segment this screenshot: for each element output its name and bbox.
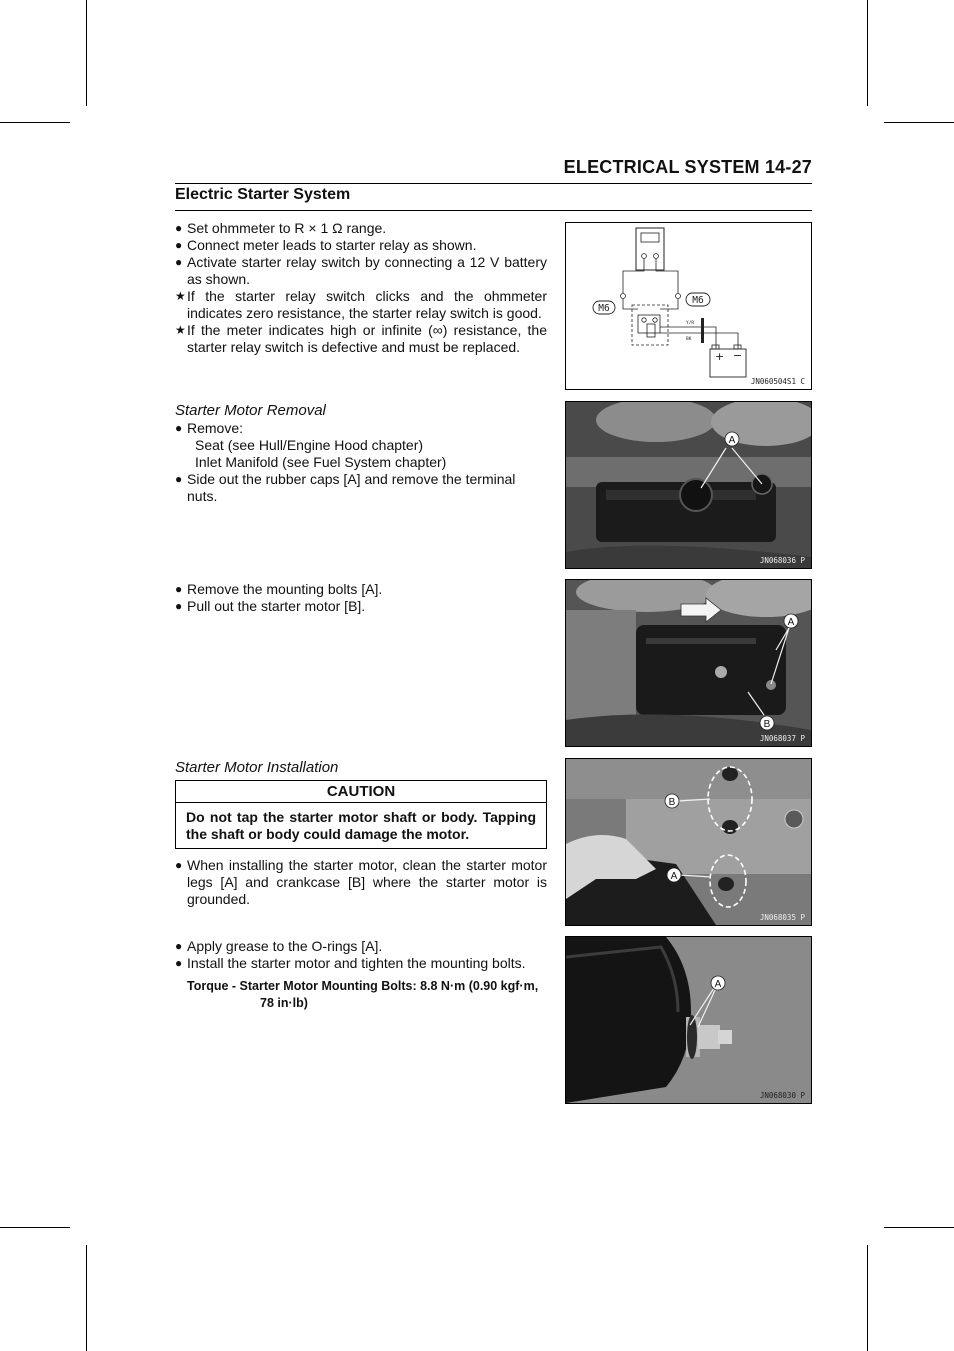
figure-code: JN068035 P	[759, 913, 805, 922]
step-text: Activate starter relay switch by connecting a 12 V battery as shown.	[187, 254, 547, 287]
bolt-size-label: M6	[598, 303, 610, 314]
step-text: Connect meter leads to starter relay as shown.	[187, 237, 477, 253]
callout-label: A	[787, 617, 795, 628]
crop-mark	[884, 122, 954, 123]
list-item	[175, 471, 547, 505]
bullet-marker: ●	[175, 472, 183, 486]
crop-mark	[0, 1227, 70, 1228]
bullet-marker: ●	[175, 939, 183, 953]
bolt-size-label: M6	[692, 295, 704, 306]
figure-code: JN068036 P	[759, 556, 805, 565]
list-item	[175, 288, 547, 322]
star-marker: ★	[175, 289, 186, 303]
torque-spec	[175, 978, 547, 1012]
list-item	[175, 420, 547, 437]
step-text: If the meter indicates high or infinite (∞) resistance, the starter relay switch is defective and must be replaced.	[187, 322, 547, 355]
wire-color-label: Y/R	[686, 321, 695, 326]
wiring-diagram-svg	[566, 223, 811, 389]
bullet-marker: ●	[175, 221, 183, 235]
bullet-marker: ●	[175, 582, 183, 596]
section-title: Electric Starter System	[175, 186, 351, 203]
bullet-marker: ●	[175, 421, 183, 435]
figure-code: JN060504S1 C	[750, 377, 805, 386]
callout-label: A	[714, 979, 722, 990]
bullet-marker: ●	[175, 956, 183, 970]
removal-steps	[175, 402, 547, 505]
torque-line: Torque - Starter Motor Mounting Bolts: 8.8 N·m (0.90 kgf·m,	[187, 979, 539, 993]
torque-line: 78 in·lb)	[260, 996, 308, 1010]
photo-crankcase-legs	[565, 758, 812, 926]
battery-plus: +	[715, 350, 725, 363]
crop-mark	[867, 0, 868, 106]
installation-heading: Starter Motor Installation	[175, 759, 339, 776]
caution-box	[175, 780, 547, 849]
list-item	[175, 938, 547, 955]
list-item	[175, 598, 547, 615]
step-text: Apply grease to the O-rings [A].	[187, 938, 383, 954]
installation-steps	[175, 759, 547, 908]
bullet-marker: ●	[175, 599, 183, 613]
step-text: If the starter relay switch clicks and the ohmmeter indicates zero resistance, the starter relay switch is good.	[187, 288, 547, 321]
step-text: When installing the starter motor, clean the starter motor legs [A] and crankcase [B] where the starter motor is grounded.	[187, 857, 547, 907]
crop-mark	[86, 1245, 87, 1351]
list-item	[175, 254, 547, 288]
figure-code: JN068037 P	[759, 734, 805, 743]
header-rule	[175, 183, 812, 184]
removal-steps-2	[175, 581, 547, 615]
battery-minus: −	[733, 349, 743, 362]
list-item	[175, 857, 547, 908]
callout-label: A	[670, 871, 678, 882]
removal-heading: Starter Motor Removal	[175, 402, 326, 419]
bullet-marker: ●	[175, 238, 183, 252]
sub-item: Inlet Manifold (see Fuel System chapter)	[195, 454, 447, 470]
callout-label: B	[763, 719, 771, 730]
callout-label: A	[728, 435, 736, 446]
star-marker: ★	[175, 323, 186, 337]
photo-svg	[566, 402, 811, 568]
photo-svg	[566, 937, 811, 1103]
callout-label: B	[668, 797, 676, 808]
sub-item: Seat (see Hull/Engine Hood chapter)	[195, 437, 424, 453]
crop-mark	[0, 122, 70, 123]
caution-text: Do not tap the starter motor shaft or body. Tapping the shaft or body could damage the motor.	[186, 809, 536, 842]
photo-mounting-bolts	[565, 579, 812, 747]
step-text: Pull out the starter motor [B].	[187, 598, 366, 614]
caution-title: CAUTION	[176, 781, 546, 803]
photo-rubber-caps	[565, 401, 812, 569]
crop-mark	[884, 1227, 954, 1228]
photo-svg	[566, 759, 811, 925]
page-header-title: ELECTRICAL SYSTEM 14-27	[563, 157, 812, 177]
photo-o-rings	[565, 936, 812, 1104]
bullet-marker: ●	[175, 255, 183, 269]
step-text: Install the starter motor and tighten the mounting bolts.	[187, 955, 526, 971]
list-item	[175, 581, 547, 598]
crop-mark	[86, 0, 87, 106]
installation-steps-2	[175, 938, 547, 1012]
list-item	[175, 220, 547, 237]
figure-code: JN068030 P	[759, 1091, 805, 1100]
step-text: Side out the rubber caps [A] and remove the terminal nuts.	[187, 471, 516, 504]
relay-test-diagram	[565, 222, 812, 390]
list-item	[175, 322, 547, 356]
step-text: Remove the mounting bolts [A].	[187, 581, 383, 597]
photo-svg	[566, 580, 811, 746]
step-text: Remove:	[187, 420, 244, 436]
section-rule	[175, 210, 812, 211]
crop-mark	[867, 1245, 868, 1351]
list-item	[175, 237, 547, 254]
list-item	[175, 955, 547, 972]
step-text: Set ohmmeter to R × 1 Ω range.	[187, 220, 387, 236]
bullet-marker: ●	[175, 858, 183, 872]
relay-test-steps	[175, 220, 547, 356]
wire-color-label: BK	[686, 337, 692, 342]
